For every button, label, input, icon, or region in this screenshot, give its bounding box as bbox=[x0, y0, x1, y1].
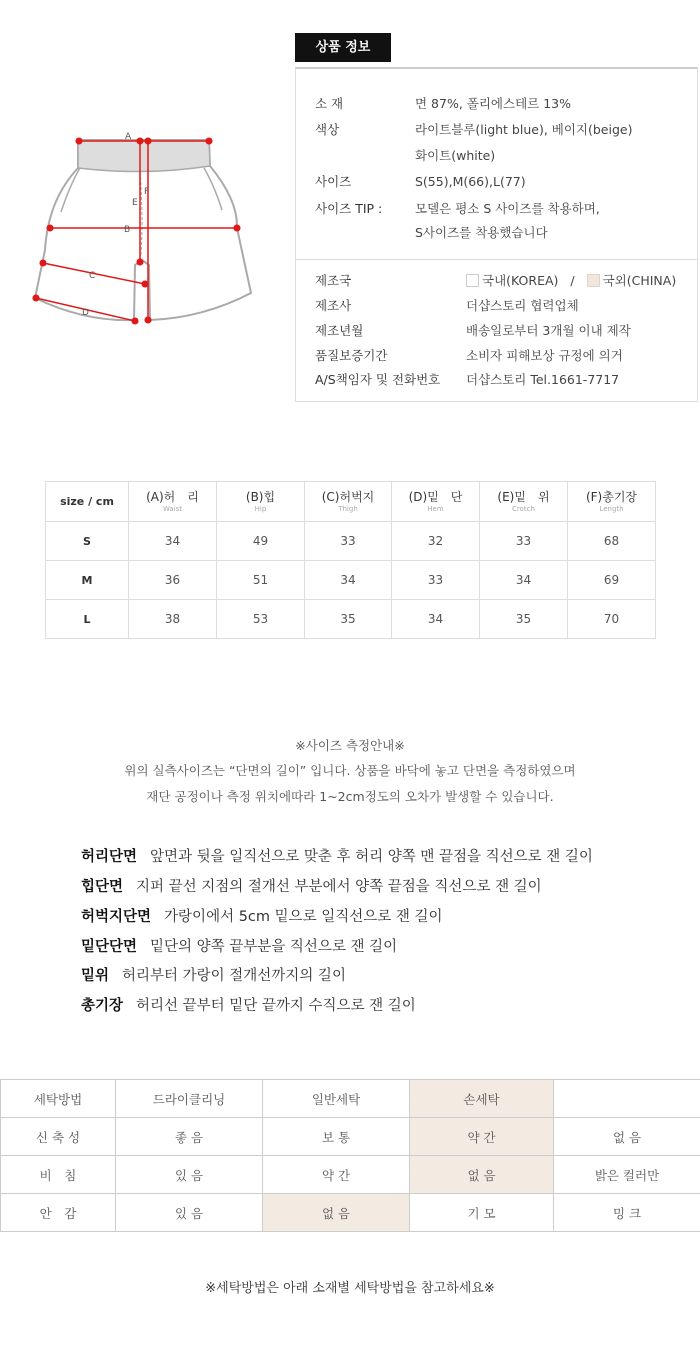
product-info-tag: 상품 정보 bbox=[295, 33, 391, 62]
size-col-ko: (E)밑 위 bbox=[497, 489, 550, 504]
size-table-header bbox=[46, 482, 656, 522]
care-cell: 있 음 bbox=[116, 1156, 263, 1194]
definition-text: 지퍼 끝선 지점의 절개선 부분에서 양쪽 끝점을 직선으로 잰 길이 bbox=[136, 879, 542, 895]
size-value: 34 bbox=[129, 522, 217, 561]
guide-title: ※사이즈 측정안내※ bbox=[295, 738, 405, 753]
care-cell: 기 모 bbox=[410, 1194, 554, 1232]
size-value: 51 bbox=[217, 561, 305, 600]
size-label: M bbox=[46, 561, 129, 600]
size-col-ko: (D)밑 단 bbox=[408, 489, 463, 504]
definition-text: 밑단의 양쪽 끝부분을 직선으로 잰 길이 bbox=[150, 939, 398, 955]
care-cell: 드라이클리닝 bbox=[116, 1080, 263, 1118]
size-col-ko: (F)총기장 bbox=[585, 489, 638, 504]
definition-row bbox=[81, 905, 443, 926]
spec-key: 사이즈 bbox=[315, 174, 352, 189]
size-value: 35 bbox=[305, 600, 392, 639]
size-row-s bbox=[46, 522, 656, 561]
care-cell: 손세탁 bbox=[410, 1080, 554, 1118]
size-col-en: Waist bbox=[162, 504, 183, 513]
size-row-l bbox=[46, 600, 656, 639]
measure-point bbox=[33, 295, 39, 301]
care-row-sheer bbox=[1, 1156, 700, 1194]
size-col-en: Thigh bbox=[338, 504, 358, 513]
manufacture-key: A/S책임자 및 전화번호 bbox=[315, 372, 441, 387]
spec-key: 사이즈 TIP : bbox=[315, 201, 383, 216]
measure-point bbox=[206, 138, 212, 144]
checkbox-foreign bbox=[587, 274, 600, 287]
measure-point bbox=[76, 138, 82, 144]
size-value: 32 bbox=[392, 522, 480, 561]
spec-value: S사이즈를 착용했습니다 bbox=[415, 225, 548, 240]
care-cell: 약 간 bbox=[263, 1156, 410, 1194]
size-col-en: Length bbox=[599, 504, 624, 513]
measure-point bbox=[145, 317, 151, 323]
measure-point bbox=[40, 260, 46, 266]
size-row-m bbox=[46, 561, 656, 600]
definition-text: 허리부터 가랑이 절개선까지의 길이 bbox=[122, 968, 346, 984]
measure-point bbox=[132, 318, 138, 324]
size-value: 69 bbox=[568, 561, 656, 600]
size-col-ko: (C)허벅지 bbox=[321, 489, 375, 504]
country-separator: / bbox=[570, 273, 575, 288]
size-value: 68 bbox=[568, 522, 656, 561]
size-value: 33 bbox=[480, 522, 568, 561]
size-col-header bbox=[129, 482, 217, 522]
measure-point bbox=[137, 138, 143, 144]
definition-row bbox=[81, 994, 416, 1015]
info-divider bbox=[296, 259, 697, 260]
size-value: 53 bbox=[217, 600, 305, 639]
manufacture-value: 배송일로부터 3개월 이내 제작 bbox=[466, 323, 631, 338]
diagram-label-b: B bbox=[124, 225, 131, 235]
diagram-label-c: C bbox=[89, 271, 96, 281]
spec-key: 소 재 bbox=[315, 96, 344, 111]
size-col-en: Hip bbox=[254, 504, 267, 513]
size-value: 34 bbox=[392, 600, 480, 639]
size-value: 33 bbox=[305, 522, 392, 561]
size-label: S bbox=[46, 522, 129, 561]
definition-term: 허벅지단면 bbox=[81, 909, 152, 925]
care-row-header: 안 감 bbox=[1, 1194, 116, 1232]
care-cell: 밝은 컬러만 bbox=[554, 1156, 700, 1194]
size-value: 34 bbox=[305, 561, 392, 600]
care-row-header: 신 축 성 bbox=[1, 1118, 116, 1156]
care-note: ※세탁방법은 아래 소재별 세탁방법을 참고하세요※ bbox=[205, 1281, 495, 1296]
definition-term: 밑단단면 bbox=[81, 939, 138, 955]
size-col-ko: (B)힙 bbox=[245, 489, 276, 504]
definition-row bbox=[81, 964, 346, 985]
definition-text: 허리선 끝부터 밑단 끝까지 수직으로 잰 길이 bbox=[136, 998, 416, 1014]
manufacture-key: 제조사 bbox=[315, 298, 352, 313]
checkbox-domestic bbox=[466, 274, 479, 287]
spec-value: 화이트(white) bbox=[415, 148, 496, 163]
size-col-header bbox=[217, 482, 305, 522]
manufacture-value: 소비자 피해보상 규정에 의거 bbox=[466, 348, 623, 363]
measure-point bbox=[142, 281, 148, 287]
definition-text: 앞면과 뒷을 일직선으로 맞춘 후 허리 양쪽 맨 끝점을 직선으로 잰 길이 bbox=[150, 849, 593, 865]
size-value: 36 bbox=[129, 561, 217, 600]
size-value: 70 bbox=[568, 600, 656, 639]
care-cell: 있 음 bbox=[116, 1194, 263, 1232]
definition-row bbox=[81, 935, 397, 956]
manufacture-key: 제조년월 bbox=[315, 323, 364, 338]
size-label: L bbox=[46, 600, 129, 639]
care-cell bbox=[554, 1080, 700, 1118]
measure-point bbox=[137, 259, 143, 265]
product-info-box bbox=[295, 67, 698, 402]
manufacture-key: 품질보증기간 bbox=[315, 348, 388, 363]
size-table bbox=[45, 481, 656, 639]
spec-value: 모델은 평소 S 사이즈를 착용하며, bbox=[415, 201, 600, 216]
size-value: 38 bbox=[129, 600, 217, 639]
measure-point bbox=[234, 225, 240, 231]
definition-row bbox=[81, 845, 593, 866]
care-cell: 좋 음 bbox=[116, 1118, 263, 1156]
manufacture-value: 더샵스토리 협력업체 bbox=[466, 298, 579, 313]
guide-line: 재단 공정이나 측정 위치에따라 1~2cm정도의 오차가 발생할 수 있습니다. bbox=[146, 789, 554, 804]
size-col-header bbox=[480, 482, 568, 522]
measure-point bbox=[145, 138, 151, 144]
diagram-label-e: E bbox=[132, 198, 138, 208]
definition-row bbox=[81, 875, 542, 896]
definition-term: 총기장 bbox=[81, 998, 124, 1014]
spec-value: 면 87%, 폴리에스테르 13% bbox=[415, 96, 571, 111]
diagram-label-a: A bbox=[125, 132, 132, 142]
care-row-stretch bbox=[1, 1118, 700, 1156]
shorts-measurement-diagram bbox=[25, 125, 265, 335]
manufacture-value: 더샵스토리 Tel.1661-7717 bbox=[466, 372, 620, 387]
definition-term: 밑위 bbox=[81, 968, 110, 984]
care-table bbox=[0, 1079, 700, 1232]
manufacture-key: 제조국 bbox=[315, 273, 352, 288]
manufacture-country-value bbox=[466, 273, 676, 289]
definition-text: 가랑이에서 5cm 밑으로 일직선으로 잰 길이 bbox=[164, 909, 443, 925]
guide-line: 위의 실측사이즈는 “단면의 길이” 입니다. 상품을 바닥에 놓고 단면을 측정하였으며 bbox=[124, 763, 576, 778]
size-col-header bbox=[392, 482, 480, 522]
care-row-lining bbox=[1, 1194, 700, 1232]
spec-value: 라이트블루(light blue), 베이지(beige) bbox=[415, 122, 633, 137]
size-col-en: Hem bbox=[427, 504, 444, 513]
care-row-header: 세탁방법 bbox=[1, 1080, 116, 1118]
care-row-header: 비 침 bbox=[1, 1156, 116, 1194]
care-cell: 없 음 bbox=[263, 1194, 410, 1232]
care-row-wash bbox=[1, 1080, 700, 1118]
care-cell: 일반세탁 bbox=[263, 1080, 410, 1118]
size-col-ko: (A)허 리 bbox=[146, 489, 199, 504]
size-value: 35 bbox=[480, 600, 568, 639]
definition-term: 힙단면 bbox=[81, 879, 124, 895]
country-domestic: 국내(KOREA) bbox=[482, 273, 559, 288]
size-value: 33 bbox=[392, 561, 480, 600]
diagram-label-d: D bbox=[82, 308, 89, 318]
care-cell: 보 통 bbox=[263, 1118, 410, 1156]
diagram-label-f: F bbox=[144, 187, 150, 197]
spec-key: 색상 bbox=[315, 122, 340, 137]
size-col-header bbox=[568, 482, 656, 522]
shorts-waistband bbox=[78, 140, 210, 172]
care-cell: 약 간 bbox=[410, 1118, 554, 1156]
care-cell: 없 음 bbox=[554, 1118, 700, 1156]
size-table-corner: size / cm bbox=[46, 482, 129, 522]
spec-value: S(55),M(66),L(77) bbox=[415, 174, 526, 189]
size-value: 49 bbox=[217, 522, 305, 561]
size-col-header bbox=[305, 482, 392, 522]
care-cell: 밍 크 bbox=[554, 1194, 700, 1232]
size-col-en: Crotch bbox=[512, 504, 535, 513]
definition-term: 허리단면 bbox=[81, 849, 138, 865]
size-value: 34 bbox=[480, 561, 568, 600]
care-cell: 없 음 bbox=[410, 1156, 554, 1194]
measure-point bbox=[47, 225, 53, 231]
country-foreign: 국외(CHINA) bbox=[602, 273, 677, 288]
